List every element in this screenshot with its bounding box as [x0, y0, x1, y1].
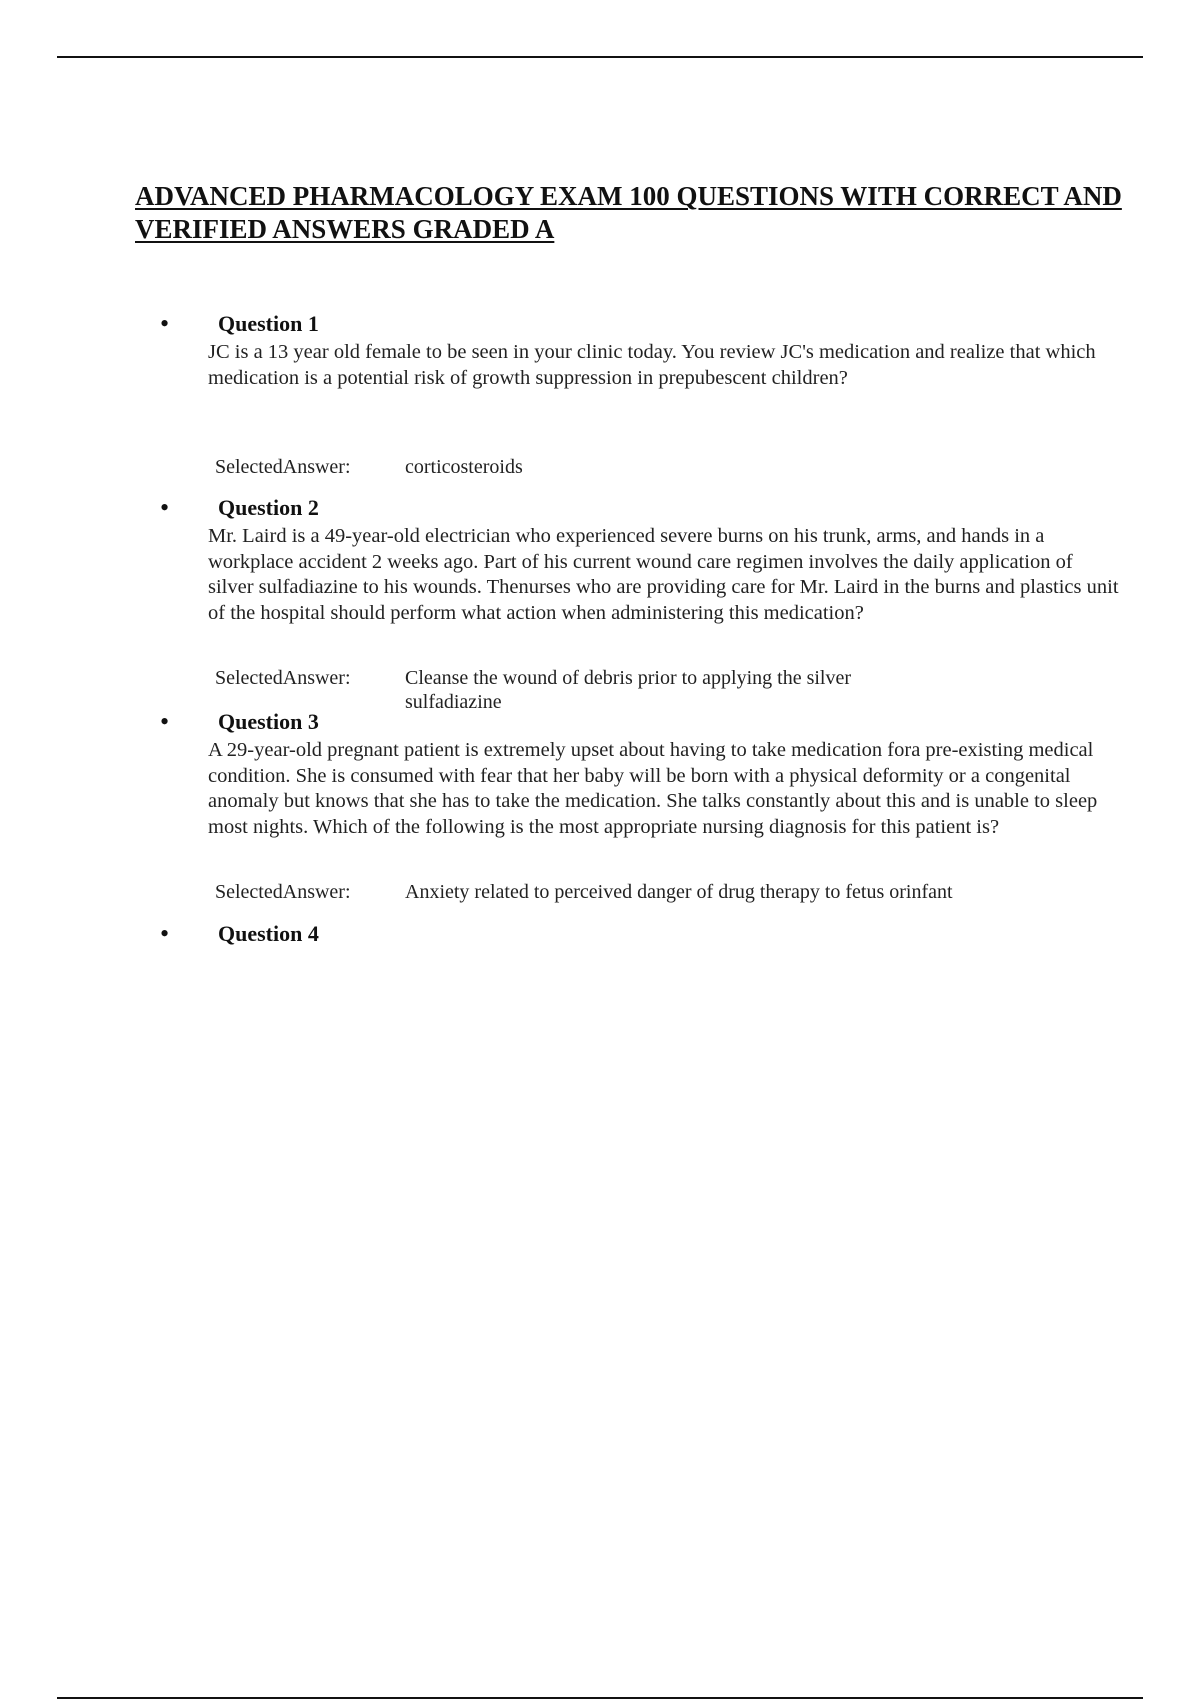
selected-answer-value: Cleanse the wound of debris prior to applying the silver sulfadiazine: [405, 667, 852, 713]
question-text: JC is a 13 year old female to be seen in your clinic today. You review JC's medication and realize that which medication is a potential risk of growth suppression in prepubescent children?: [208, 341, 1096, 389]
question-heading: Question 2: [218, 495, 319, 520]
selected-answer-label: SelectedAnswer:: [215, 881, 351, 903]
question-heading: Question 4: [218, 921, 319, 946]
question-text: Mr. Laird is a 49-year-old electrician who experienced severe burns on his trunk, arms, and hands in a workplace accident 2 weeks ago. Part of his current wound care regimen involves the daily application of silver sulfadiazine to his wounds. Thenurses who are providing care for Mr. Laird in the burns and plastics unit of the hospital should perform what action when administering this medication?: [208, 525, 1119, 624]
bullet-icon: •: [160, 707, 170, 736]
selected-answer-label: SelectedAnswer:: [215, 456, 351, 478]
selected-answer-label: SelectedAnswer:: [215, 667, 351, 689]
question-heading: Question 1: [218, 311, 319, 336]
question-text: A 29-year-old pregnant patient is extremely upset about having to take medication fora pre-existing medical condition. She is consumed with fear that her baby will be born with a physical deformity or a congenital anomaly but knows that she has to take the medication. She talks constantly about this and is unable to sleep most nights. Which of the following is the most appropriate nursing diagnosis for this patient is?: [208, 739, 1098, 838]
selected-answer-value: Anxiety related to perceived danger of drug therapy to fetus orinfant: [405, 881, 953, 903]
top-rule: [57, 56, 1143, 58]
bullet-icon: •: [160, 493, 170, 522]
bullet-icon: •: [160, 919, 170, 948]
question-heading: Question 3: [218, 709, 319, 734]
document-title: ADVANCED PHARMACOLOGY EXAM 100 QUESTIONS WITH CORRECT AND VERIFIED ANSWERS GRADED A: [135, 181, 1122, 244]
selected-answer-value: corticosteroids: [405, 456, 523, 478]
bottom-rule: [57, 1697, 1143, 1699]
bullet-icon: •: [160, 309, 170, 338]
